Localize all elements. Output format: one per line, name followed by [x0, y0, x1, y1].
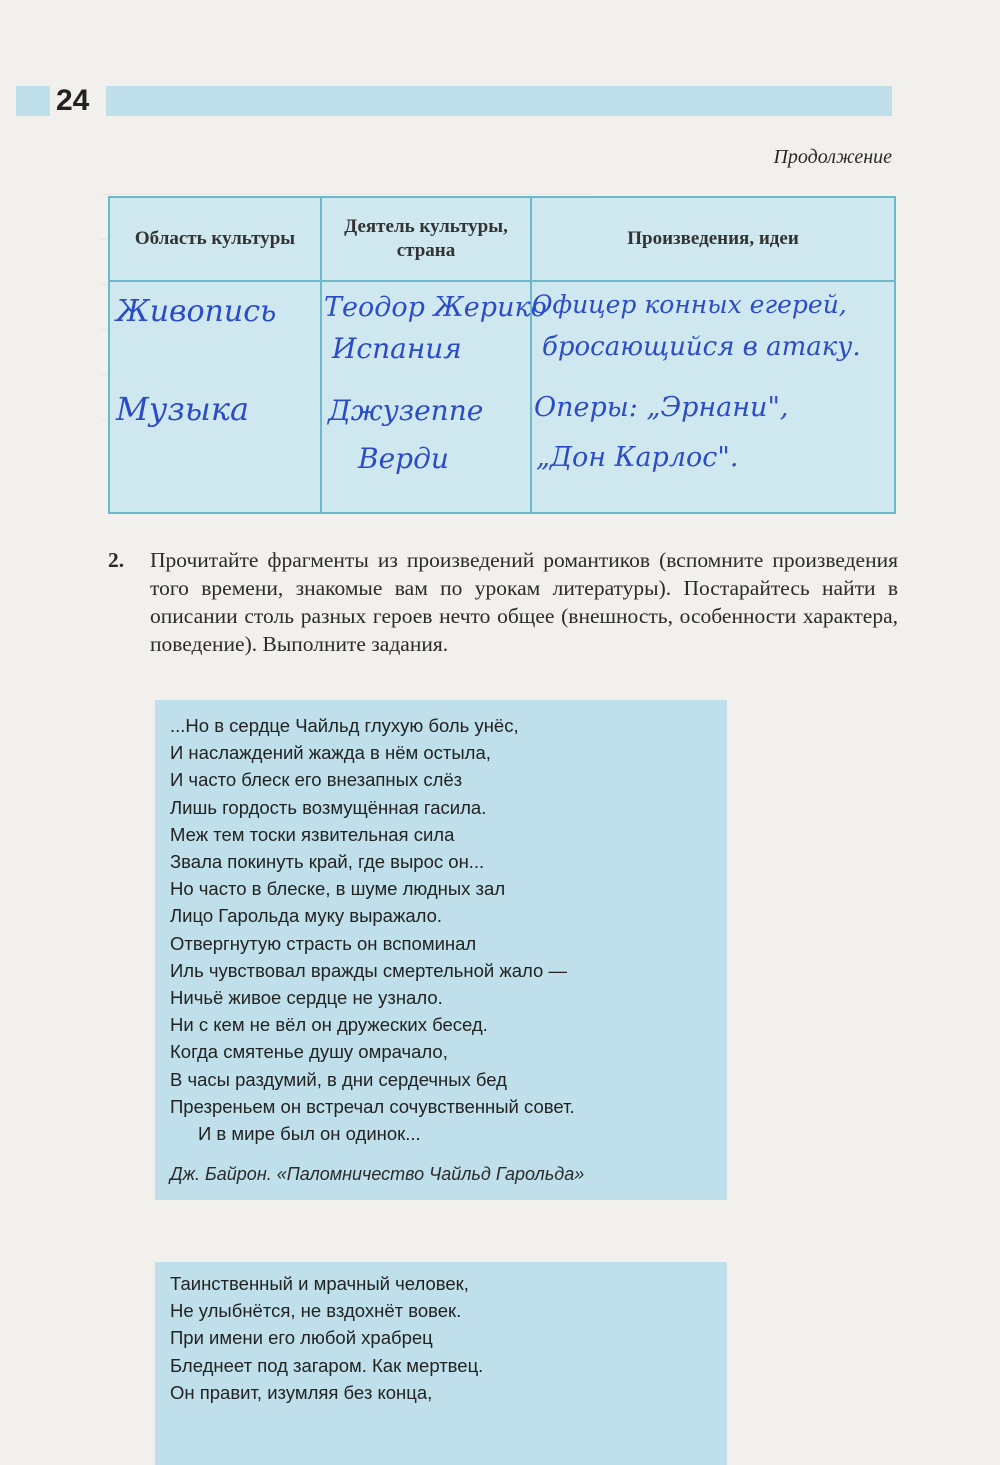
poem-line: И наслаждений жажда в нём остыла,	[170, 742, 491, 764]
poem-line: При имени его любой храбрец	[170, 1327, 433, 1349]
handwritten-person: Джузеппе	[328, 394, 484, 427]
poem-line: Он правит, изумляя без конца,	[170, 1381, 433, 1403]
table-header-row	[109, 197, 895, 281]
poem-line: Таинственный и мрачный человек,	[170, 1273, 469, 1294]
column-header: Область культуры	[109, 197, 321, 281]
poem-line: Но часто в блеске, в шуме людных зал	[170, 878, 506, 900]
handwritten-works: бросающийся в атаку.	[542, 332, 861, 362]
poem-line: Иль чувствовал вражды смертельной жало —	[170, 959, 567, 981]
column-header: Деятель культуры, страна	[321, 197, 531, 281]
handwritten-area: Живопись	[116, 294, 277, 329]
poem-line: Лишь гордость возмущённая гасила.	[170, 796, 487, 818]
poem-line: В часы раздумий, в дни сердечных бед	[170, 1068, 507, 1090]
table-row	[109, 281, 895, 513]
task-number: 2.	[108, 548, 125, 572]
handwritten-country: Испания	[332, 332, 462, 365]
handwritten-works: Оперы: „Эрнани",	[534, 392, 789, 423]
poem-2	[170, 1270, 483, 1406]
poem-line: Бледнеет под загаром. Как мертвец.	[170, 1354, 484, 1376]
continuation-label: Продолжение	[773, 146, 892, 168]
poem-attribution: Дж. Байрон. «Паломничество Чайльд Гарольда»	[170, 1164, 585, 1184]
poem-line: Звала покинуть край, где вырос он...	[170, 851, 485, 873]
poem-line: Ничьё живое сердце не узнало.	[170, 987, 443, 1009]
poem-line: Когда смятенье душу омрачало,	[170, 1041, 448, 1063]
poem-byron	[170, 712, 575, 1147]
handwritten-person: Теодор Жерико	[324, 292, 547, 323]
header-bar-left	[16, 86, 50, 116]
culture-table	[108, 196, 896, 514]
page-number: 24	[56, 84, 90, 117]
task-text: Прочитайте фрагменты из произведений романтиков (вспомните произведения того времени, знакомые вам по урокам литературы). Постарайтесь найти в описании столь разных героев нечто общее (внешность, особенности характера, поведение). Выполните задания.	[150, 548, 898, 656]
column-header: Произведения, идеи	[531, 197, 895, 281]
handwritten-area: Музыка	[116, 390, 250, 428]
poem-line: Меж тем тоски язвительная сила	[170, 823, 455, 845]
task-2	[108, 546, 898, 658]
handwritten-works: Офицер конных егерей,	[532, 290, 847, 319]
person-cell	[321, 281, 547, 513]
handwritten-person-surname: Верди	[358, 442, 449, 475]
header-bar-right	[106, 86, 892, 116]
handwritten-works: „Дон Карлос".	[536, 442, 739, 473]
poem-line: И часто блеск его внезапных слёз	[170, 769, 463, 791]
area-cell	[109, 281, 321, 513]
poem-line: ...Но в сердце Чайльд глухую боль унёс,	[170, 715, 519, 736]
poem-line: Ни с кем не вёл он дружеских бесед.	[170, 1014, 488, 1036]
works-cell	[531, 281, 895, 513]
poem-line: Лицо Гарольда муку выражало.	[170, 905, 443, 927]
poem-line: Не улыбнётся, не вздохнёт вовек.	[170, 1300, 462, 1322]
poem-line: И в мире был он одинок...	[198, 1123, 421, 1145]
poem-line: Отвергнутую страсть он вспоминал	[170, 932, 477, 954]
poem-line: Презреньем он встречал сочувственный совет.	[170, 1095, 575, 1117]
